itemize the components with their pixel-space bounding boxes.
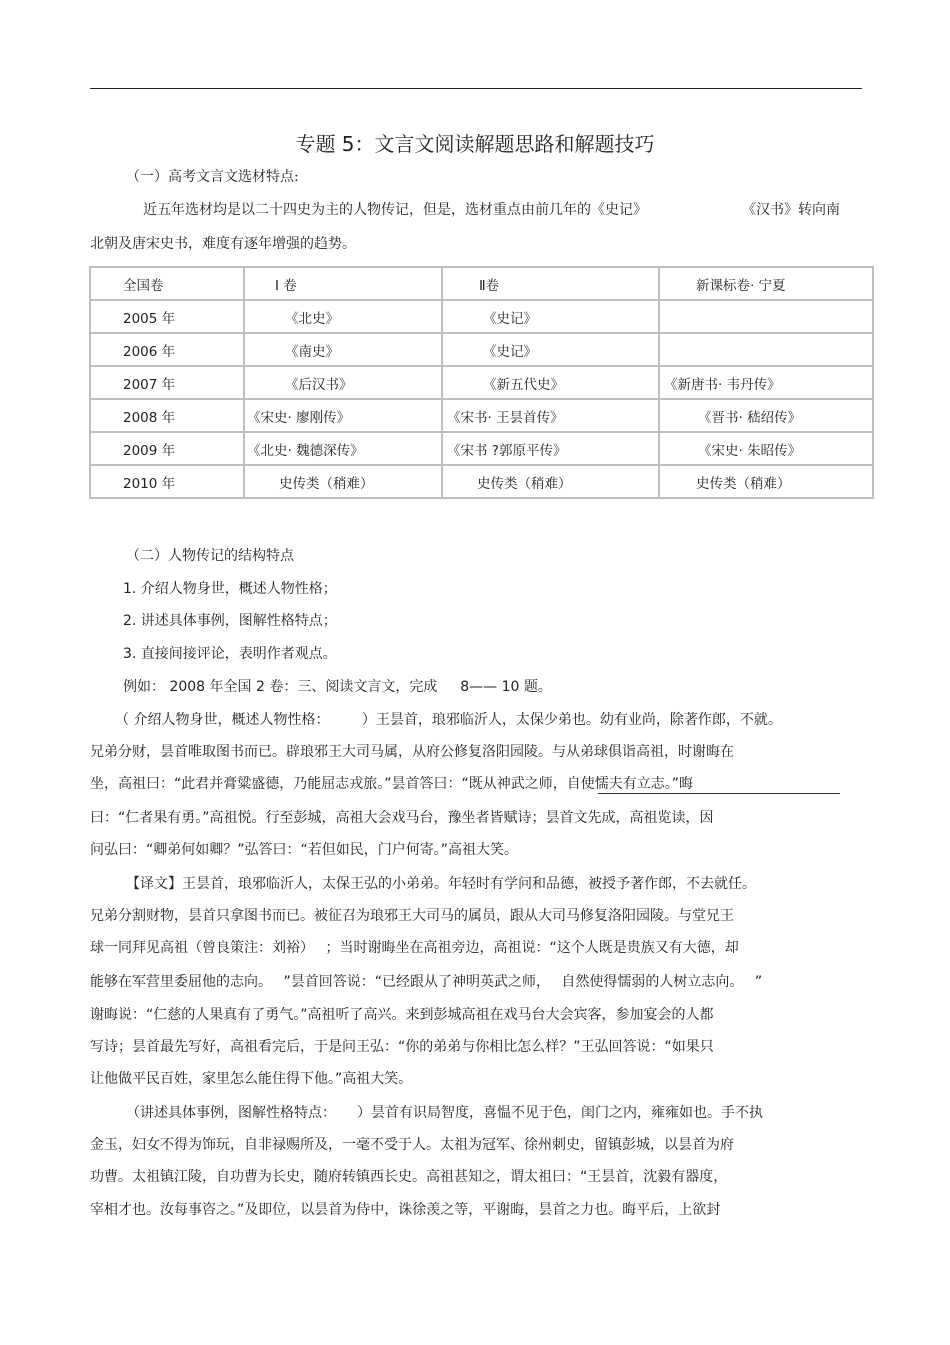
passage2-line: 宰相才也。汝每事咨之。”及即位，以昙首为侍中，诛徐羡之等，平谢晦，昙首之力也。晦平后，上欲封: [90, 1202, 721, 1218]
table-cell: 《晋书· 嵇绍传》: [659, 399, 873, 432]
table-cell: [659, 333, 873, 366]
table-cell: 《后汉书》: [244, 366, 442, 399]
table-cell: 《史记》: [442, 300, 659, 333]
table-cell: 《宋史· 廖刚传》: [244, 399, 442, 432]
table-cell: 《新五代史》: [442, 366, 659, 399]
table-cell: 《史记》: [442, 333, 659, 366]
table-cell: 《宋书 ?郭原平传》: [442, 432, 659, 465]
page-title: 专题 5：文言文阅读解题思路和解题技巧: [295, 132, 655, 156]
passage2-line: 金玉，妇女不得为饰玩，自非禄赐所及，一毫不受于人。太祖为冠军、徐州刺史，留镇彭城，以昙首为府: [90, 1137, 734, 1153]
passage-line: 坐，高祖曰：“此君并膏粱盛德，乃能屈志戎旅。”昙首答曰：“既从神武之师，自使懦夫有立志。”晦: [90, 776, 694, 792]
table-header-cell: 新课标卷· 宁夏: [659, 267, 873, 300]
translation-line: 让他做平民百姓，家里怎么能住得下他。”高祖大笑。: [90, 1071, 413, 1087]
table-row: [90, 432, 873, 465]
table-row: [90, 300, 873, 333]
table-cell: 史传类（稍难）: [442, 465, 659, 498]
translation-line: 【译文】王昙首，琅邪临沂人，太保王弘的小弟弟。年轻时有学问和品德，被授予著作郎，不去就任。: [126, 876, 756, 892]
passage2-line: （讲述具体事例，图解性格特点： ）昙首有识局智度，喜愠不见于色，闺门之内，雍雍如也。手不执: [126, 1105, 763, 1121]
passage-line: （ 介绍人物身世，概述人物性格： ）王昙首，琅邪临沂人，太保少弟也。幼有业尚，除著作郎，不就。: [115, 712, 782, 728]
table-cell-year: 2006 年: [90, 333, 244, 366]
table-cell: 史传类（稍难）: [244, 465, 442, 498]
translation-line: 谢晦说：“仁慈的人果真有了勇气。”高祖听了高兴。来到彭城高祖在戏马台大会宾客，参加宴会的人都: [90, 1007, 714, 1023]
section2-item: 3. 直接间接评论，表明作者观点。: [123, 646, 337, 662]
section2-item: 2. 讲述具体事例，图解性格特点；: [123, 613, 337, 629]
table-cell: 《宋书· 王昙首传》: [442, 399, 659, 432]
table-cell-year: 2007 年: [90, 366, 244, 399]
translation-line: 兄弟分割财物，昙首只拿图书而已。被征召为琅邪王大司马的属员，跟从大司马修复洛阳园陵。与堂兄王: [90, 908, 734, 924]
section2-heading: （二）人物传记的结构特点: [126, 548, 294, 564]
table-row: [90, 399, 873, 432]
header-rule: [90, 88, 862, 89]
table-cell: 《宋史· 朱昭传》: [659, 432, 873, 465]
section1-para-line2: 北朝及唐宋史书，难度有逐年增强的趋势。: [90, 236, 356, 252]
translation-line: 写诗；昙首最先写好，高祖看完后，于是问王弘：“你的弟弟与你相比怎么样？”王弘回答说：“如果只: [90, 1039, 714, 1055]
passage-line: 问弘曰：“卿弟何如卿？”弘答曰：“若但如民，门户何寄。”高祖大笑。: [90, 842, 519, 858]
table-cell: 《南史》: [244, 333, 442, 366]
underline-mark: [598, 793, 840, 794]
table-cell: 史传类（稍难）: [659, 465, 873, 498]
section1-para-line1b: 《汉书》转向南: [742, 202, 840, 218]
translation-line: 球一同拜见高祖（曾良策注：刘裕） ；当时谢晦坐在高祖旁边，高祖说：“这个人既是贵族又有大德，却: [90, 940, 739, 956]
translation-line: 能够在军营里委屈他的志向。 ”昙首回答说：“已经跟从了神明英武之师， 自然使得懦弱的人树立志向。 ”: [90, 974, 763, 990]
table-cell-year: 2010 年: [90, 465, 244, 498]
passage-line: 曰：“仁者果有勇。”高祖悦。行至彭城，高祖大会戏马台，豫坐者皆赋诗；昙首文先成，高祖览读，因: [90, 810, 714, 826]
year-source-table: [89, 266, 874, 499]
table-row: [90, 465, 873, 498]
table-cell-year: 2005 年: [90, 300, 244, 333]
table-header-row: [90, 267, 873, 300]
section2-item: 1. 介绍人物身世，概述人物性格；: [123, 581, 337, 597]
table-header-cell: Ⅱ卷: [442, 267, 659, 300]
section1-para-line1: 近五年选材均是以二十四史为主的人物传记，但是，选材重点由前几年的《史记》: [143, 202, 647, 218]
table-cell-year: 2009 年: [90, 432, 244, 465]
table-row: [90, 366, 873, 399]
table-cell: 《北史》: [244, 300, 442, 333]
table-cell: [659, 300, 873, 333]
table-header-cell: 全国卷: [90, 267, 244, 300]
section1-heading: （一）高考文言文选材特点:: [126, 169, 299, 185]
table-cell: 《北史· 魏德深传》: [244, 432, 442, 465]
table-row: [90, 333, 873, 366]
example-line: 例如： 2008 年全国 2 卷：三、阅读文言文，完成 8—— 10 题。: [123, 679, 552, 695]
table-header-cell: Ⅰ 卷: [244, 267, 442, 300]
passage-line: 兄弟分财，昙首唯取图书而已。辟琅邪王大司马属，从府公修复洛阳园陵。与从弟球俱诣高祖，时谢晦在: [90, 744, 734, 760]
table-cell-year: 2008 年: [90, 399, 244, 432]
passage2-line: 功曹。太祖镇江陵，自功曹为长史，随府转镇西长史。高祖甚知之，谓太祖曰：“王昙首，沈毅有器度，: [90, 1169, 728, 1185]
table-cell: 《新唐书· 韦丹传》: [659, 366, 873, 399]
